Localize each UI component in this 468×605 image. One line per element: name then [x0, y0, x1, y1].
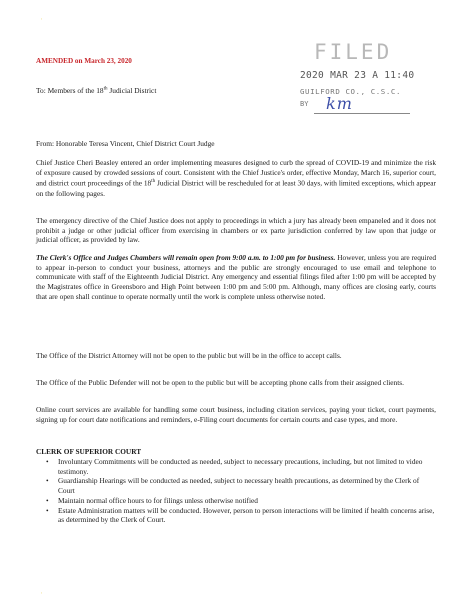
list-item-text: Estate Administration matters will be conducted. However, person to person interactions will be limited if health concerns arise, as determined by the Clerk of Court.: [58, 505, 435, 525]
signature-underline: [314, 113, 410, 114]
list-item-text: Guardianship Hearings will be conducted as needed, subject to necessary health precautions, as determined by the Clerk of Court: [58, 476, 420, 496]
bullet-icon: •: [46, 495, 49, 505]
paragraph-order-summary: Chief Justice Cheri Beasley entered an order implementing measures designed to curb the spread of COVID-19 and minimize the risk of exposure caused by crowded sessions of court. Consistent with the Chief Justice's order, effective Monday, March 16, superior court, and district court proceedings of the 18th Judicial District will be rescheduled for at least 30 days, with limited exceptions, which appear on the following pages.: [36, 158, 436, 198]
paper-speck: ·: [40, 14, 43, 24]
clerk-bullet-list: [36, 457, 436, 525]
list-item: [36, 496, 436, 506]
amended-notice: AMENDED on March 23, 2020: [36, 57, 132, 65]
list-item: [36, 506, 436, 525]
list-item: [36, 476, 436, 495]
list-item-text: Maintain normal office hours to for filings unless otherwise notified: [58, 495, 258, 505]
section-heading-clerk: CLERK OF SUPERIOR COURT: [36, 447, 142, 456]
paragraph-office-hours: [36, 253, 436, 302]
paragraph-public-defender: The Office of the Public Defender will not be open to the public but will be accepting phone calls from their assigned clients.: [36, 378, 404, 387]
office-hours-rest: However, unless you are required to appear in-person to conduct your business, attorneys and the public are strongly encouraged to use email and telephone to communicate with staff of the Eighteenth Judicial District. Any emergency and essential filings filed after 1:00 pm will be accepted by the Magistrates office in Greensboro and High Point between 1:00 pm and 5:00 pm. Although, many offices are closing early, courts that are open shall continue to operate normally until the work is complete unless otherwise noted.: [36, 253, 436, 301]
stamp-by-line: [300, 94, 450, 116]
paper-speck: ·: [40, 588, 43, 598]
stamp-date: 2020 MAR 23 A 11:40: [300, 70, 415, 81]
bullet-icon: •: [46, 457, 49, 466]
recipient-text: To: Members of the 18th Judicial District: [36, 86, 157, 95]
stamp-by-label: BY: [300, 100, 309, 108]
stamp-county: GUILFORD CO., C.S.C.: [300, 87, 401, 96]
bullet-icon: •: [46, 505, 49, 515]
recipient-line: [36, 86, 156, 95]
paragraph-online-services: Online court services are available for handling some court business, including citation services, paying your ticket, court payments, signing up for court date notifications and reminders, e-Filing court documents for certain courts and case types, and more.: [36, 405, 436, 424]
filed-stamp: [300, 40, 450, 116]
office-hours-lead: The Clerk's Office and Judges Chambers will remain open from 9:00 a.m. to 1:00 pm for business.: [36, 253, 336, 262]
paragraph-district-attorney: The Office of the District Attorney will not be open to the public but will be in the office to accept calls.: [36, 351, 342, 360]
list-item-text: Involuntary Commitments will be conducted as needed, subject to necessary precautions, including, but not limited to video testimony.: [58, 457, 423, 476]
bullet-icon: •: [46, 476, 49, 486]
stamp-filed-text: FILED: [314, 40, 393, 64]
sender-line: From: Honorable Teresa Vincent, Chief District Court Judge: [36, 139, 215, 148]
list-item: [36, 457, 436, 476]
paragraph-emergency-directive: The emergency directive of the Chief Justice does not apply to proceedings in which a jury has already been empaneled and it does not prohibit a judge or other judicial officer from exercising in chambers or ex parte jurisdiction conferred by law upon that judge or judicial officer, as provided by law.: [36, 216, 436, 245]
clerk-initials: km: [326, 94, 353, 113]
